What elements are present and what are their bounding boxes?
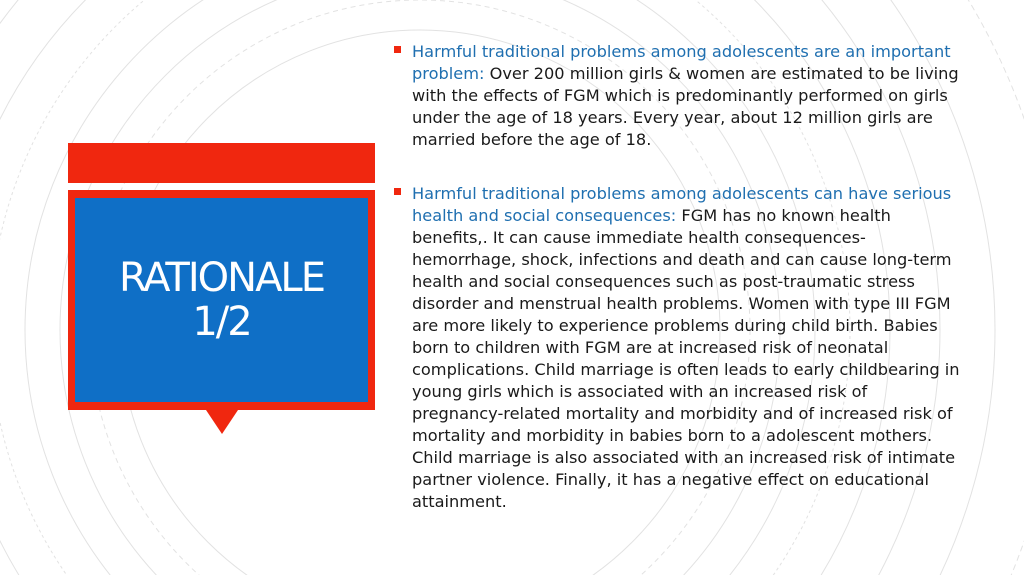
slide-title-line-2: 1/2 — [192, 299, 251, 345]
bullet-marker-icon — [394, 188, 401, 195]
bullet-list — [393, 41, 963, 513]
bullet-marker-icon — [394, 46, 401, 53]
title-box — [75, 198, 368, 402]
bullet-highlight: Harmful traditional problems among adolescents are an important problem: — [412, 42, 951, 83]
bullet-highlight: Harmful traditional problems among adolescents can have serious health and social consequences: — [412, 184, 952, 225]
title-pointer — [206, 410, 238, 434]
bullet-text: Over 200 million girls & women are estimated to be living with the effects of FGM which is predominantly performed on girls under the age of 18 years. Every year, about 12 million girls are married before the age of 18. — [412, 64, 959, 149]
slide-title-line-1: RATIONALE — [119, 255, 324, 301]
bullet-item — [393, 183, 963, 513]
bullet-item — [393, 41, 963, 151]
accent-bar — [68, 143, 375, 183]
bullet-text: FGM has no known health benefits,. It can cause immediate health consequences- hemorrhage, shock, infections and death and can cause long-term health and social consequences such as post-traumatic stress disorder and menstrual health problems. Women with type III FGM are more likely to experience problems during child birth. Babies born to children with FGM are at increased risk of neonatal complications. Child marriage is often leads to early childbearing in young girls which is associated with an increased risk of pregnancy-related mortality and morbidity and of increased risk of mortality and morbidity in babies born to a adolescent mothers. Child marriage is also associated with an increased risk of intimate partner violence. Finally, it has a negative effect on educational attainment. — [412, 206, 960, 511]
